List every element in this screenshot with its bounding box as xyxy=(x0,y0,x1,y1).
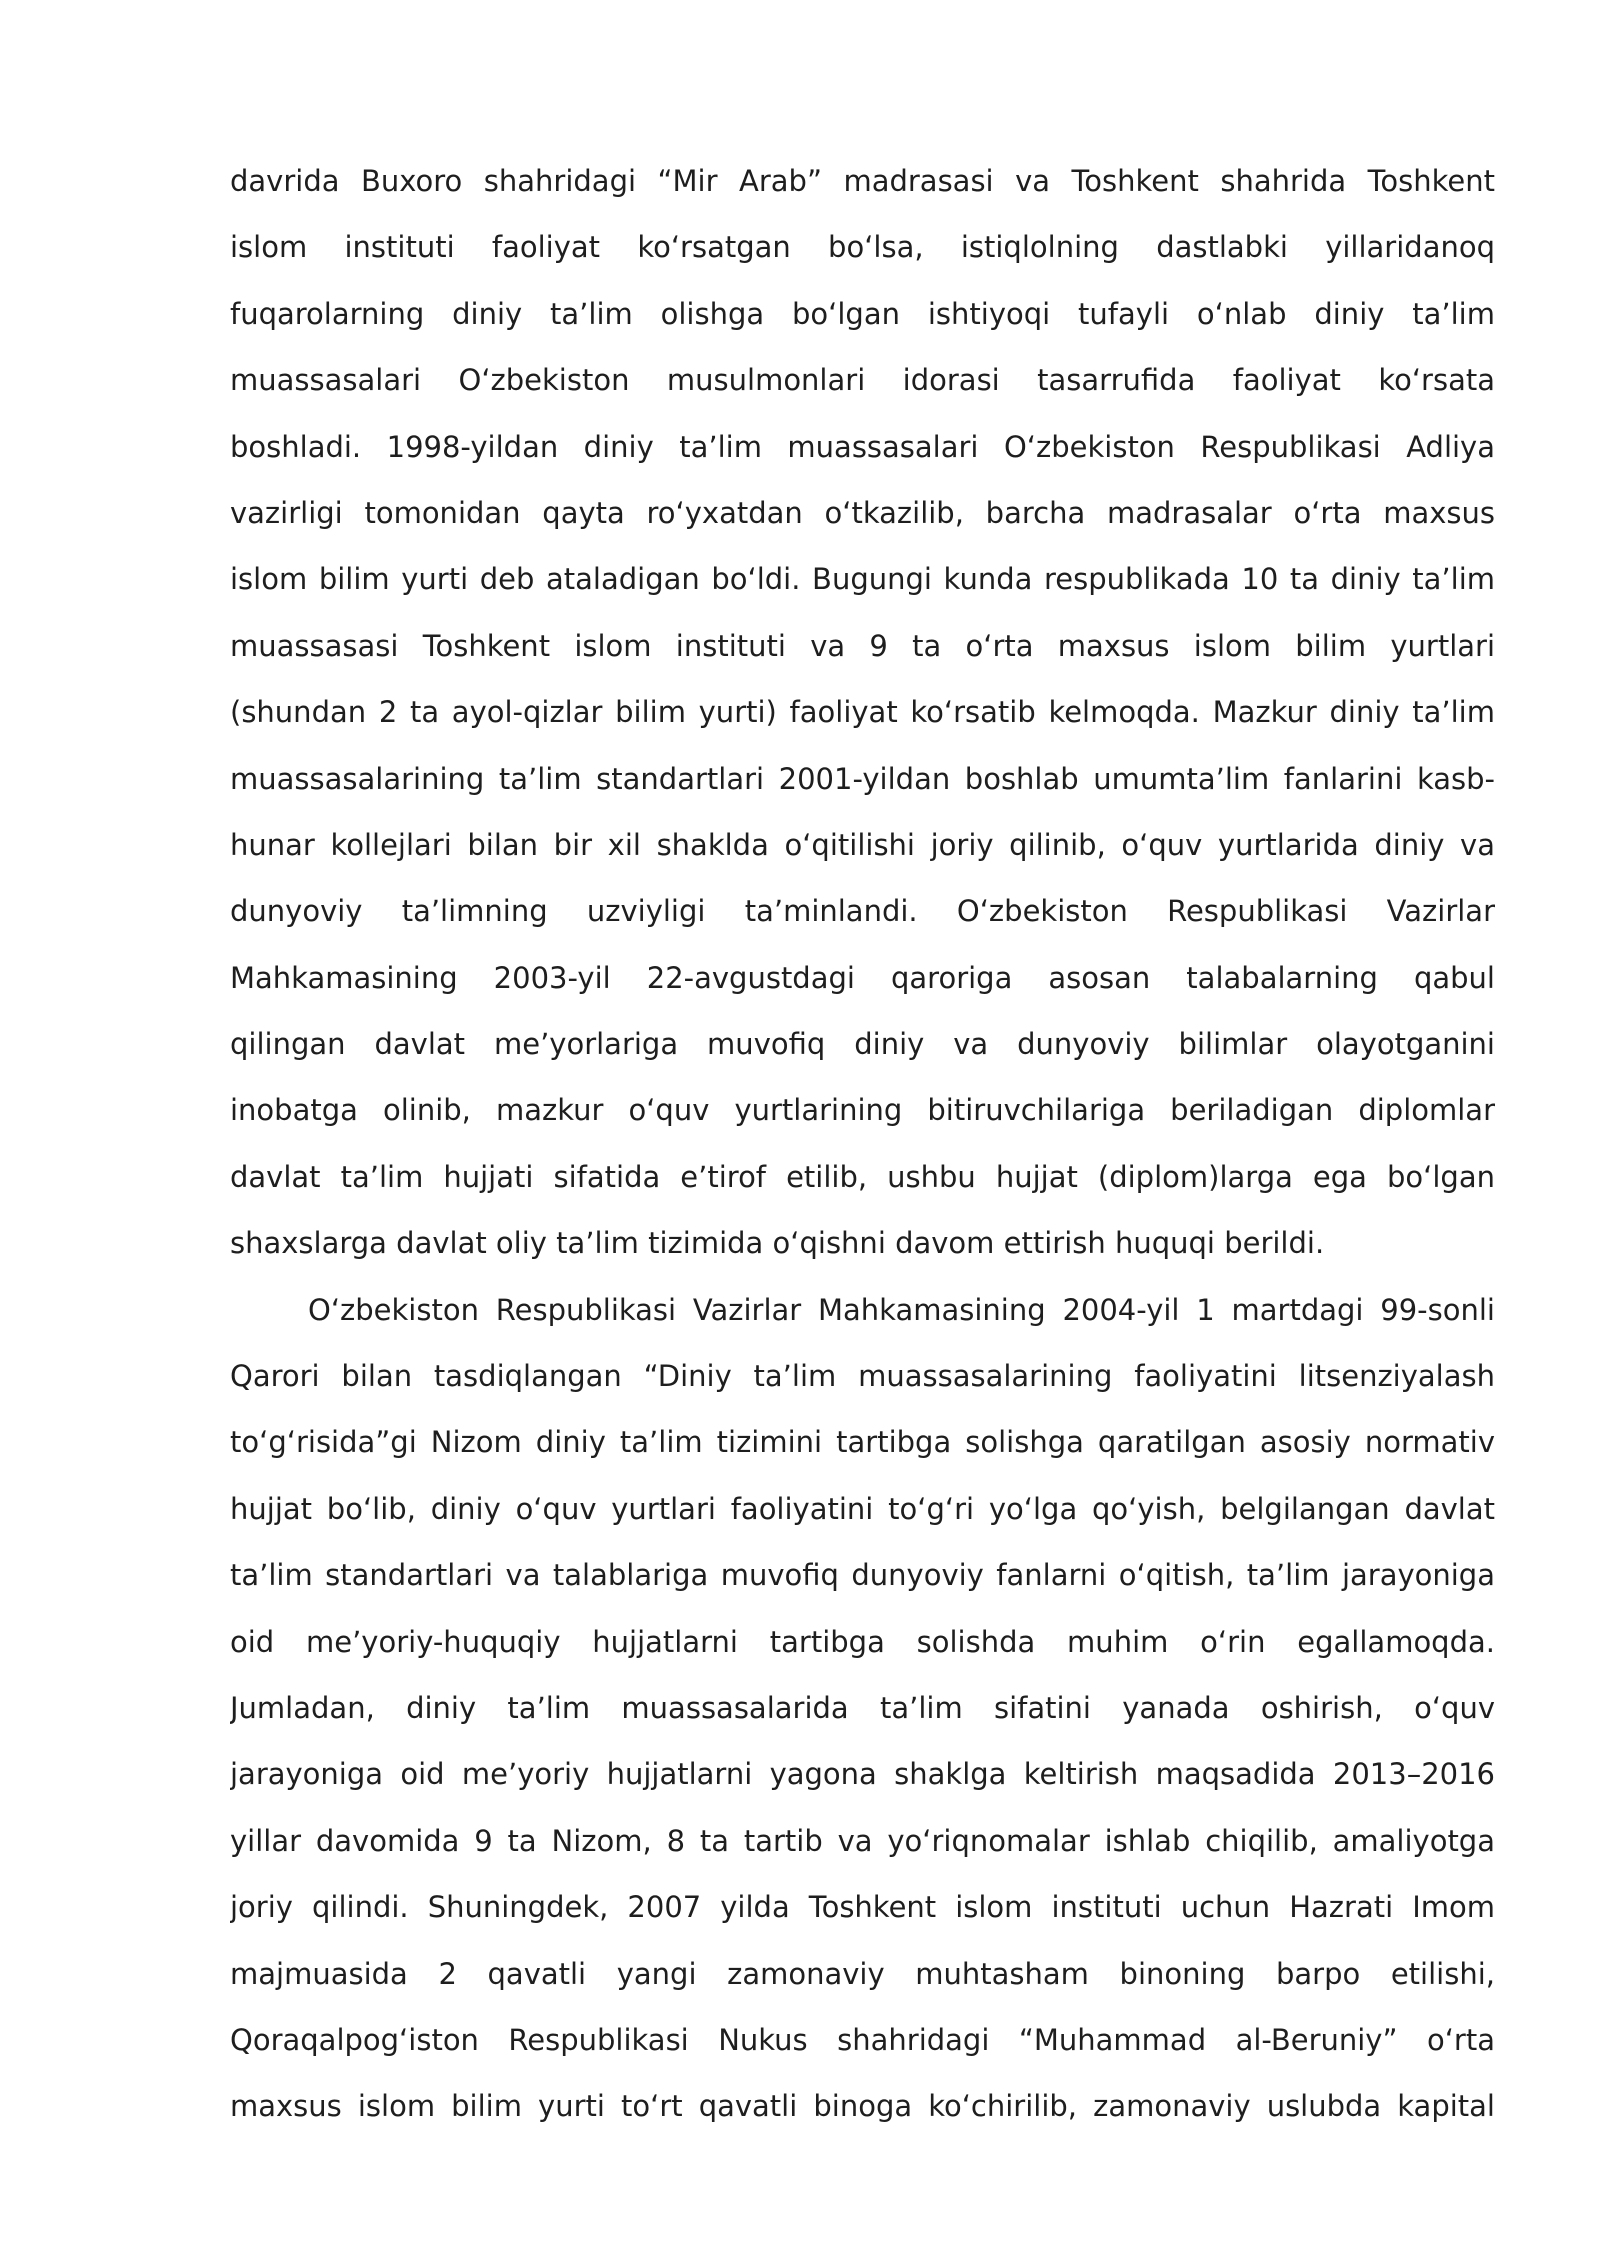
text-line: ta’lim standartlari va talablariga muvofiq dunyoviy fanlarni o‘qitish, ta’lim jarayoniga xyxy=(230,1558,1495,1593)
paragraph xyxy=(230,1277,1495,2140)
text-line: joriy qilindi. Shuningdek, 2007 yilda Toshkent islom instituti uchun Hazrati Imom xyxy=(230,1890,1495,1925)
text-line: vazirligi tomonidan qayta ro‘yxatdan o‘tkazilib, barcha madrasalar o‘rta maxsus xyxy=(230,495,1495,530)
text-line: inobatga olinib, mazkur o‘quv yurtlarining bitiruvchilariga beriladigan diplomlar xyxy=(230,1093,1495,1128)
text-line: boshladi. 1998-yildan diniy ta’lim muassasalari O‘zbekiston Respublikasi Adliya xyxy=(230,429,1495,464)
paragraph xyxy=(230,148,1495,1277)
text-line: muassasalarining ta’lim standartlari 2001-yildan boshlab umumta’lim fanlarini kasb- xyxy=(230,761,1495,796)
text-line: O‘zbekiston Respublikasi Vazirlar Mahkamasining 2004-yil 1 martdagi 99-sonli xyxy=(308,1292,1495,1327)
text-line: hujjat bo‘lib, diniy o‘quv yurtlari faoliyatini to‘g‘ri yo‘lga qo‘yish, belgilangan davlat xyxy=(230,1491,1495,1526)
text-line: davlat ta’lim hujjati sifatida e’tirof etilib, ushbu hujjat (diplom)larga ega bo‘lgan xyxy=(230,1159,1495,1194)
text-line: Jumladan, diniy ta’lim muassasalarida ta’lim sifatini yanada oshirish, o‘quv xyxy=(230,1690,1495,1725)
text-line: islom instituti faoliyat ko‘rsatgan bo‘lsa, istiqlolning dastlabki yillaridanoq xyxy=(230,230,1495,265)
text-line: majmuasida 2 qavatli yangi zamonaviy muhtasham binoning barpo etilishi, xyxy=(230,1956,1495,1991)
text-line: qilingan davlat me’yorlariga muvofiq diniy va dunyoviy bilimlar olayotganini xyxy=(230,1027,1495,1062)
text-line: Mahkamasining 2003-yil 22-avgustdagi qaroriga asosan talabalarning qabul xyxy=(230,960,1495,995)
text-line: hunar kollejlari bilan bir xil shaklda o‘qitilishi joriy qilinib, o‘quv yurtlarida diniy va xyxy=(230,827,1495,862)
text-line: islom bilim yurti deb ataladigan bo‘ldi. Bugungi kunda respublikada 10 ta diniy ta’lim xyxy=(230,562,1495,597)
text-line: muassasalari O‘zbekiston musulmonlari idorasi tasarrufida faoliyat ko‘rsata xyxy=(230,363,1495,398)
text-line: to‘g‘risida”gi Nizom diniy ta’lim tizimini tartibga solishga qaratilgan asosiy normativ xyxy=(230,1425,1495,1460)
text-line: shaxslarga davlat oliy ta’lim tizimida o‘qishni davom ettirish huquqi berildi. xyxy=(230,1226,1325,1261)
text-line: oid me’yoriy-huquqiy hujjatlarni tartibga solishda muhim o‘rin egallamoqda. xyxy=(230,1624,1495,1659)
text-line: yillar davomida 9 ta Nizom, 8 ta tartib va yo‘riqnomalar ishlab chiqilib, amaliyotga xyxy=(230,1823,1495,1858)
text-line: davrida Buxoro shahridagi “Mir Arab” madrasasi va Toshkent shahrida Toshkent xyxy=(230,164,1495,198)
text-line: Qoraqalpog‘iston Respublikasi Nukus shahridagi “Muhammad al-Beruniy” o‘rta xyxy=(230,2022,1495,2057)
text-line: dunyoviy ta’limning uzviyligi ta’minlandi. O‘zbekiston Respublikasi Vazirlar xyxy=(230,894,1495,929)
body-text xyxy=(230,148,1495,2140)
text-line: muassasasi Toshkent islom instituti va 9 ta o‘rta maxsus islom bilim yurtlari xyxy=(230,628,1495,663)
text-line: jarayoniga oid me’yoriy hujjatlarni yagona shaklga keltirish maqsadida 2013–2016 xyxy=(230,1757,1495,1792)
text-line: (shundan 2 ta ayol-qizlar bilim yurti) faoliyat ko‘rsatib kelmoqda. Mazkur diniy ta’lim xyxy=(230,695,1495,730)
text-line: maxsus islom bilim yurti to‘rt qavatli binoga ko‘chirilib, zamonaviy uslubda kapital xyxy=(230,2089,1495,2124)
text-line: Qarori bilan tasdiqlangan “Diniy ta’lim muassasalarining faoliyatini litsenziyalash xyxy=(230,1359,1495,1394)
text-line: fuqarolarning diniy ta’lim olishga bo‘lgan ishtiyoqi tufayli o‘nlab diniy ta’lim xyxy=(230,296,1495,331)
